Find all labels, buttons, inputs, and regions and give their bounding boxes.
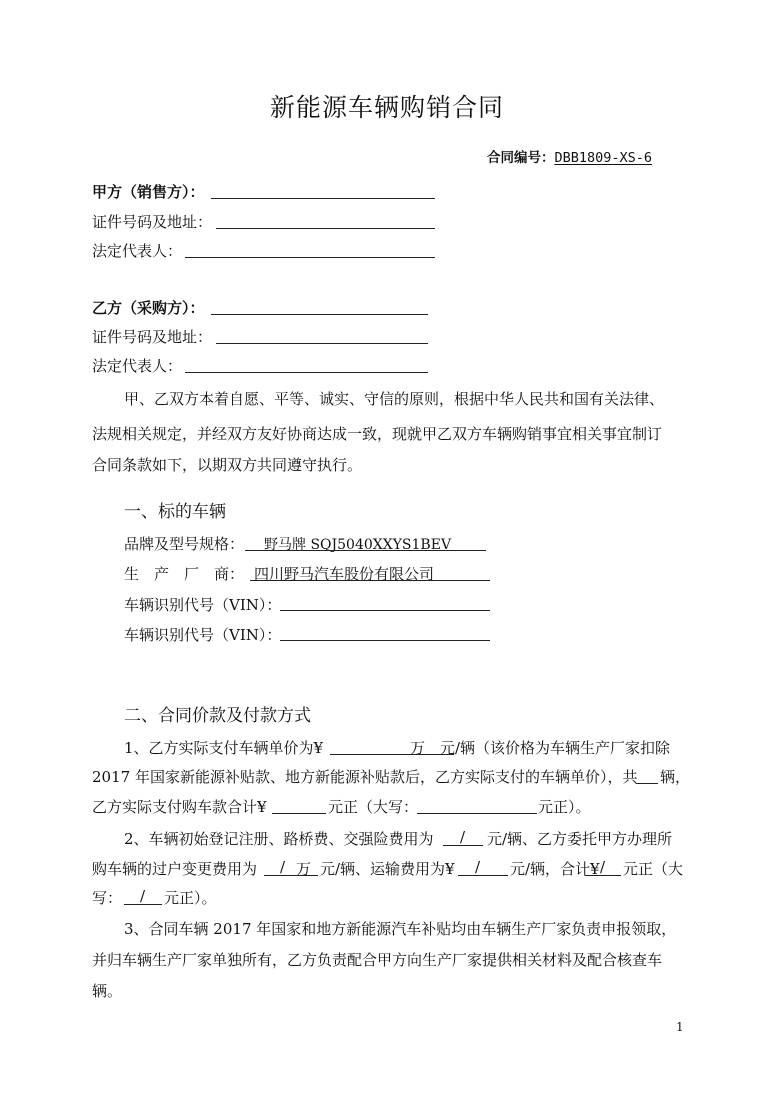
unit-price-field: [330, 754, 454, 755]
brand-model-label: 品牌及型号规格：: [124, 535, 245, 553]
transfer-fee-value: /: [280, 858, 286, 876]
party-a-id-address-label: 证件号码及地址：: [92, 213, 213, 231]
party-b-id-address-field: [216, 343, 428, 344]
fees-clause-line-2d: 元正（大: [623, 860, 684, 878]
contract-number-label: 合同编号：: [487, 150, 555, 166]
price-clause-line-2a: 2017 年国家新能源补贴款、地方新能源补贴款后，乙方实际支付的车辆单价），共: [92, 768, 638, 786]
section-2-heading: 二、合同价款及付款方式: [124, 706, 311, 726]
total-amount-field: [272, 813, 326, 814]
fees-clause-line-2b: 元/辆、运输费用为¥: [320, 860, 455, 878]
fees-clause-line-2a: 购车辆的过户变更费用为: [92, 860, 258, 878]
transport-fee-value: /: [475, 858, 481, 876]
price-clause-line-2b: 辆，: [660, 768, 691, 786]
registration-fee-value: /: [460, 828, 466, 846]
preamble-line-3: 合同条款如下，以期双方共同遵守执行。: [92, 456, 363, 474]
subsidy-clause-line-1: 3、合同车辆 2017 年国家和地方新能源汽车补贴均由车辆生产厂家负责申报领取，: [124, 920, 677, 938]
contract-number-value: DBB1809-XS-6: [554, 150, 653, 166]
price-unit-wan: 万: [410, 739, 426, 757]
subsidy-clause-line-3: 辆。: [92, 982, 123, 1000]
price-clause-line-3c: 元正）。: [538, 798, 591, 816]
preamble-line-1: 甲、乙双方本着自愿、平等、诚实、守信的原则，根据中华人民共和国有关法律、: [124, 390, 665, 408]
vin-1-field: [280, 610, 490, 611]
party-b-id-address-label: 证件号码及地址：: [92, 328, 213, 346]
party-a-representative-label: 法定代表人：: [92, 242, 183, 260]
vehicle-count-field: [636, 783, 658, 784]
preamble-line-2: 法规相关规定，并经双方友好协商达成一致，现就甲乙双方车辆购销事宜相关事宜制订: [92, 425, 663, 443]
fees-clause-line-3a: 写：: [92, 889, 123, 907]
section-1-heading: 一、标的车辆: [124, 502, 226, 522]
manufacturer-label: 生 产 厂 商：: [124, 565, 245, 583]
contract-number: [487, 146, 652, 166]
fees-clause-line-3b: 元正）。: [164, 889, 217, 907]
vin-2-label: 车辆识别代号（VIN）：: [124, 626, 282, 644]
vin-2-field: [280, 640, 490, 641]
brand-model-underline: [245, 550, 486, 551]
party-a-representative-field: [185, 257, 435, 258]
fees-total-value: /: [600, 858, 606, 876]
manufacturer-underline: [250, 580, 490, 581]
vin-1-label: 车辆识别代号（VIN）：: [124, 596, 282, 614]
page-number: 1: [676, 1020, 684, 1034]
transfer-fee-unit-wan: 万: [296, 860, 312, 878]
fees-total-words-value: /: [140, 887, 146, 905]
brand-model-value: 野马牌 SQJ5040XXYS1BEV: [264, 537, 452, 553]
party-b-name-label: 乙方（采购方）：: [92, 299, 205, 317]
price-clause-line-3b: 元正（大写：: [328, 798, 419, 816]
manufacturer-value: 四川野马汽车股份有限公司: [254, 565, 435, 583]
party-a-id-address-field: [216, 228, 435, 229]
fees-clause-line-2c: 元/辆，合计¥: [510, 860, 600, 878]
party-a-name-field: [211, 198, 435, 199]
party-b-representative-field: [185, 372, 428, 373]
price-clause-part-a: 1、乙方实际支付车辆单价为¥: [124, 739, 324, 757]
price-clause-line-3a: 乙方实际支付购车款合计¥: [92, 798, 267, 816]
party-a-name-label: 甲方（销售方）：: [92, 183, 205, 201]
party-b-representative-label: 法定代表人：: [92, 357, 183, 375]
total-amount-words-field: [417, 813, 537, 814]
fees-clause-part-b: 元/辆、乙方委托甲方办理所: [487, 830, 673, 848]
fees-clause-part-a: 2、车辆初始登记注册、路桥费、交强险费用为: [124, 830, 434, 848]
subsidy-clause-line-2: 并归车辆生产厂家单独所有，乙方负责配合甲方向生产厂家提供相关材料及配合核查车: [92, 951, 663, 969]
transport-fee-field: [458, 875, 508, 876]
party-b-name-field: [211, 314, 428, 315]
document-title: 新能源车辆购销合同: [269, 93, 504, 122]
price-clause-part-c: 元/辆（该价格为车辆生产厂家扣除: [440, 739, 671, 757]
